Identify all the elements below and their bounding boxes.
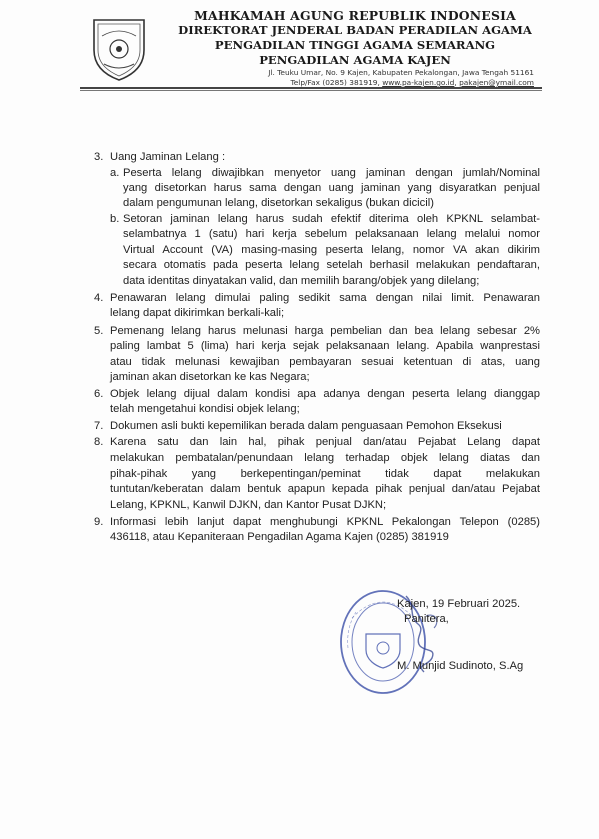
item-3a-line: dalam pengumunan lelang, disetorkan sekaligus (bukan dicicil) xyxy=(123,197,434,209)
item-3a-line: yang disetorkan harus sama dengan uang jaminan yang disyaratkan penjual xyxy=(123,182,540,194)
item-8-line: tuntutan/keberatan dalam bentuk apapun kepada pihak penjual dan/atau Pejabat xyxy=(110,483,540,495)
letterhead-address: Jl. Teuku Umar, No. 9 Kajen, Kabupaten Pekalongan, Jawa Tengah 51161 xyxy=(268,68,534,77)
item-3b-line: Virtual Account (VA) masing-masing peserta lelang, nomor VA akan dikirim xyxy=(123,244,540,256)
item-3b-line: secara otomatis pada peserta lelang setelah berhasil melakukan pendaftaran, xyxy=(123,259,540,271)
signature-place-date: Kajen, 19 Februari 2025. xyxy=(397,598,521,610)
letterhead-line-4: PENGADILAN AGAMA KAJEN xyxy=(259,53,451,67)
item-5-line: atau tidak melunasi kewajiban pembayaran sesuai ketentuan di atas, uang xyxy=(110,356,540,368)
letterhead-line-1: MAHKAMAH AGUNG REPUBLIK INDONESIA xyxy=(194,8,516,23)
signature-role: Panitera, xyxy=(404,613,449,625)
contact-phone: Telp/Fax (0285) 381919, xyxy=(290,78,383,87)
item-5-line: paling lambat 5 (lima) hari kerja sejak pelaksanaan lelang. Apabila wanprestasi xyxy=(110,340,540,352)
item-8-line: melakukan pembatalan/penundaan lelang terhadap objek lelang diatas dan xyxy=(110,452,540,464)
item-5-line: jaminan akan disetorkan ke kas Negara; xyxy=(110,371,310,383)
item-number: 3. xyxy=(94,151,104,163)
item-7-line: Dokumen asli bukti kepemilikan berada dalam penguasaan Pemohon Eksekusi xyxy=(110,420,502,432)
item-9-line: 436118, atau Kepaniteraan Pengadilan Agama Kajen (0285) 381919 xyxy=(110,531,449,543)
item-number: 9. xyxy=(94,516,104,528)
item-5-line: Pemenang lelang harus melunasi harga pembelian dan bea lelang sebesar 2% xyxy=(110,325,540,337)
item-6-line: telah mengetahui kondisi objek lelang; xyxy=(110,403,300,415)
item-8-line: pihak-pihak yang berkepentingan/peminat tidak dapat melakukan xyxy=(110,468,540,480)
item-9-line: Informasi lebih lanjut dapat menghubungi KPKNL Pekalongan Telepon (0285) xyxy=(110,516,540,528)
signature-name: M. Munjid Sudinoto, S.Ag xyxy=(397,660,524,672)
item-number: 8. xyxy=(94,436,104,448)
website-link[interactable]: www.pa-kajen.go.id xyxy=(382,78,455,87)
item-4-line: lelang dapat dikirimkan berkali-kali; xyxy=(110,307,285,319)
item-3b-line: data identitas dinyatakan valid, dan memilih barang/objek yang dilelang; xyxy=(123,275,480,287)
item-3-title: Uang Jaminan Lelang : xyxy=(110,151,226,163)
item-number: 4. xyxy=(94,292,104,304)
item-3b-line: Setoran jaminan lelang harus sudah efektif diterima oleh KPKNL selambat- xyxy=(123,213,540,225)
item-4-line: Penawaran lelang dimulai paling sedikit sama dengan nilai limit. Penawaran xyxy=(110,292,540,304)
subitem-label: b. xyxy=(110,213,120,225)
item-number: 7. xyxy=(94,420,104,432)
letterhead-line-2: DIREKTORAT JENDERAL BADAN PERADILAN AGAMA xyxy=(178,23,532,37)
court-logo xyxy=(90,16,148,82)
item-number: 5. xyxy=(94,325,104,337)
item-8-line: Karena satu dan lain hal, pihak penjual dan/atau Pejabat Lelang dapat xyxy=(110,436,540,448)
email-link[interactable]: pakajen@ymail.com xyxy=(459,78,534,87)
letterhead-rule-thin xyxy=(80,90,542,91)
letterhead xyxy=(150,8,560,88)
letterhead-rule-thick xyxy=(80,87,542,89)
subitem-label: a. xyxy=(110,167,120,179)
item-6-line: Objek lelang dijual dalam kondisi apa adanya dengan peserta lelang dianggap xyxy=(110,388,540,400)
contact-separator: , xyxy=(454,78,460,87)
item-8-line: Lelang, KPKNL, Kanwil DJKN, dan Kantor Pusat DJKN; xyxy=(110,499,387,511)
item-number: 6. xyxy=(94,388,104,400)
letterhead-line-3: PENGADILAN TINGGI AGAMA SEMARANG xyxy=(214,38,496,52)
item-3a-line: Peserta lelang diwajibkan menyetor uang jaminan dengan jumlah/Nominal xyxy=(123,167,540,179)
item-3b-line: selambatnya 1 (satu) hari kerja sebelum pelaksanaan lelang melalui nomor xyxy=(123,228,540,240)
